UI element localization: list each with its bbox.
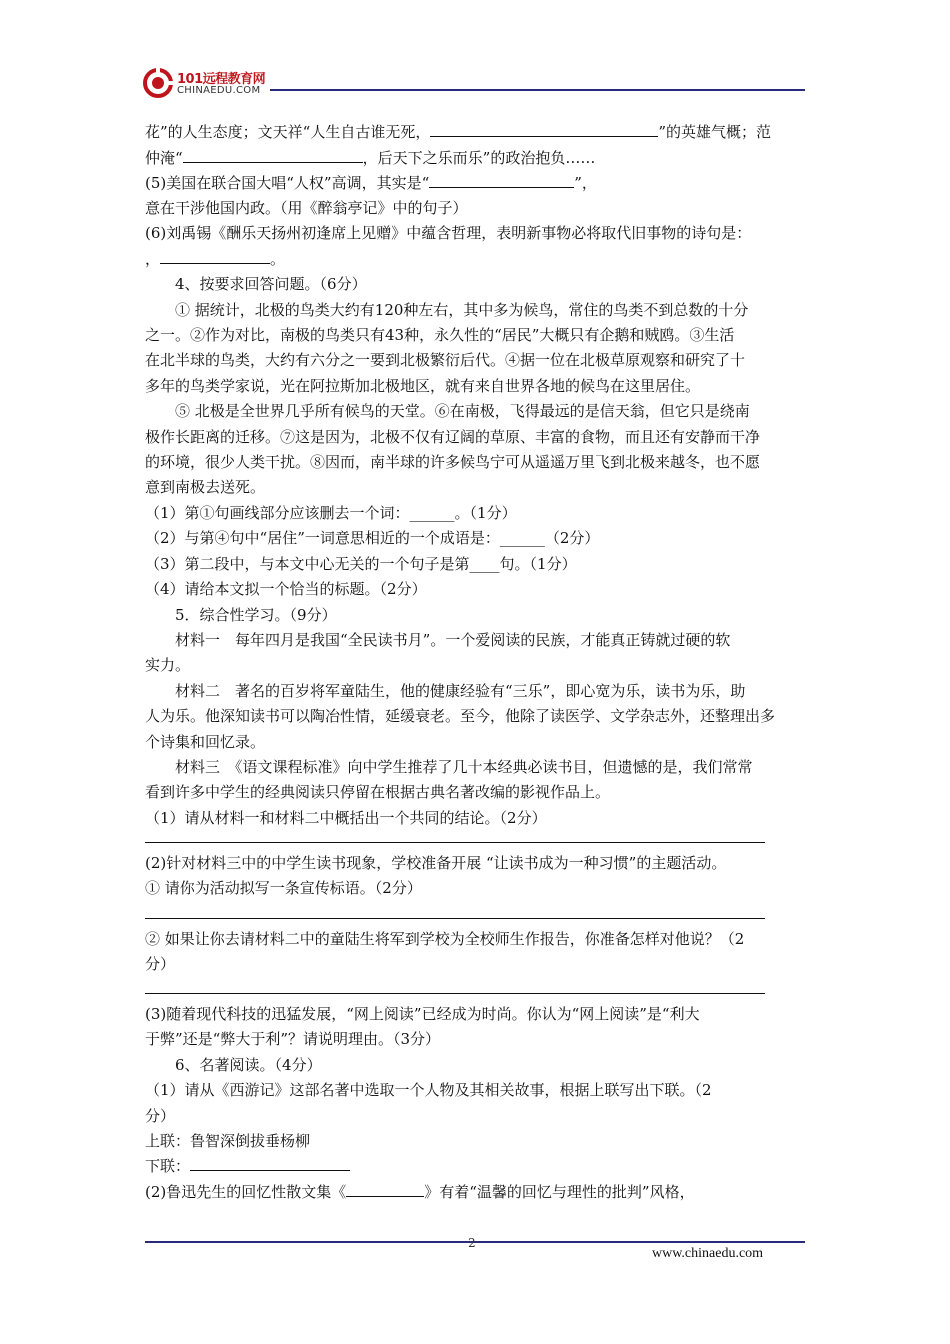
header-rule: [270, 89, 805, 91]
text-line: 花”的人生态度；文天祥“人生自古谁无死， ”的英雄气概；范: [145, 123, 772, 141]
section-heading: 4、按要求回答问题。（6分）: [175, 275, 367, 293]
question-line: （3）第二段中，与本文中心无关的一个句子是第____句。（1分）: [145, 555, 577, 573]
text-line: 材料一 每年四月是我国“全民读书月”。一个爱阅读的民族，才能真正铸就过硬的软: [175, 631, 731, 649]
question-line: （1）第①句画线部分应该删去一个词：______。（1分）: [145, 504, 517, 522]
logo-title: 101远程教育网: [177, 72, 266, 87]
page-number: 2: [468, 1236, 476, 1250]
text-line: 多年的鸟类学家说，光在阿拉斯加北极地区，就有来自世界各地的候鸟在这里居住。: [145, 377, 701, 395]
logo-mark-icon: [143, 68, 173, 98]
question-line: (2)鲁迅先生的回忆性散文集《 》有着“温馨的回忆与理性的批判”风格，: [145, 1183, 695, 1201]
text-line: 实力。: [145, 656, 191, 674]
text-line: 仲淹“ ，后天下之乐而乐”的政治抱负……: [145, 149, 596, 167]
text-line: (5)美国在联合国大唱“人权”高调，其实是“ ”，: [145, 174, 597, 192]
section-heading: 5．综合性学习。（9分）: [175, 606, 337, 624]
text-line: 在北半球的鸟类，大约有六分之一要到北极繁衍后代。④据一位在北极草原观察和研究了十: [145, 351, 746, 369]
answer-line: [145, 918, 765, 919]
question-line: ② 如果让你去请材料二中的童陆生将军到学校为全校师生作报告，你准备怎样对他说？（2: [145, 930, 745, 948]
text-line: 之一。②作为对比，南极的鸟类只有43种，永久性的“居民”大概只有企鹅和贼鸥。③生活: [145, 326, 735, 344]
text-line: 个诗集和回忆录。: [145, 733, 266, 751]
question-line: (2)针对材料三中的中学生读书现象，学校准备开展 “让读书成为一种习惯”的主题活动。: [145, 854, 727, 872]
answer-line: [145, 993, 765, 994]
question-line: (3)随着现代科技的迅猛发展，“网上阅读”已经成为时尚。你认为“网上阅读”是“利大: [145, 1005, 700, 1023]
question-line: （2）与第④句中“居住”一词意思相近的一个成语是：______（2分）: [145, 529, 600, 547]
text-line: 看到许多中学生的经典阅读只停留在根据古典名著改编的影视作品上。: [145, 783, 611, 801]
footer-url[interactable]: www.chinaedu.com: [652, 1246, 764, 1261]
text-line: 意在干涉他国内政。（用《醉翁亭记》中的句子）: [145, 199, 468, 217]
answer-line: [145, 842, 765, 843]
text-line: (6)刘禹锡《酬乐天扬州初逢席上见赠》中蕴含哲理，表明新事物必将取代旧事物的诗句是：: [145, 224, 752, 242]
question-line: （1）请从《西游记》这部名著中选取一个人物及其相关故事，根据上联写出下联。（2: [145, 1081, 712, 1099]
text-line: 上联：鲁智深倒拔垂杨柳: [145, 1132, 311, 1150]
text-line: 下联：: [145, 1156, 350, 1178]
section-heading: 6、名著阅读。（4分）: [175, 1056, 322, 1074]
text-line: ① 据统计，北极的鸟类大约有120种左右，其中多为候鸟，常住的鸟类不到总数的十分: [175, 301, 749, 319]
question-line: 分）: [145, 1107, 176, 1125]
text-line: 材料三 《语文课程标准》向中学生推荐了几十本经典必读书目，但遗憾的是，我们常常: [175, 758, 753, 776]
question-line: （1）请从材料一和材料二中概括出一个共同的结论。（2分）: [145, 809, 547, 827]
text-line: ， 。: [145, 250, 286, 268]
text-line: 极作长距离的迁移。⑦这是因为，北极不仅有辽阔的草原、丰富的食物，而且还有安静而干净: [145, 428, 761, 446]
site-logo: [143, 66, 283, 106]
text-line: 人为乐。他深知读书可以陶冶性情，延缓衰老。至今，他除了读医学、文学杂志外，还整理出多: [145, 707, 776, 725]
logo-subtitle: CHINAEDU.COM: [177, 85, 261, 96]
text-line: 的环境，很少人类干扰。⑧因而，南半球的许多候鸟宁可从遥遥万里飞到北极来越冬，也不愿: [145, 453, 761, 471]
question-line: 分）: [145, 955, 176, 973]
text-line: 意到南极去送死。: [145, 478, 266, 496]
question-line: 于弊”还是“弊大于利”？请说明理由。（3分）: [145, 1030, 441, 1048]
text-line: 材料二 著名的百岁将军童陆生，他的健康经验有“三乐”，即心宽为乐，读书为乐，助: [175, 682, 746, 700]
question-line: （4）请给本文拟一个恰当的标题。（2分）: [145, 580, 427, 598]
text-line: ⑤ 北极是全世界几乎所有候鸟的天堂。⑥在南极，飞得最远的是信天翁，但它只是绕南: [175, 402, 750, 420]
question-line: ① 请你为活动拟写一条宣传标语。（2分）: [145, 879, 422, 897]
